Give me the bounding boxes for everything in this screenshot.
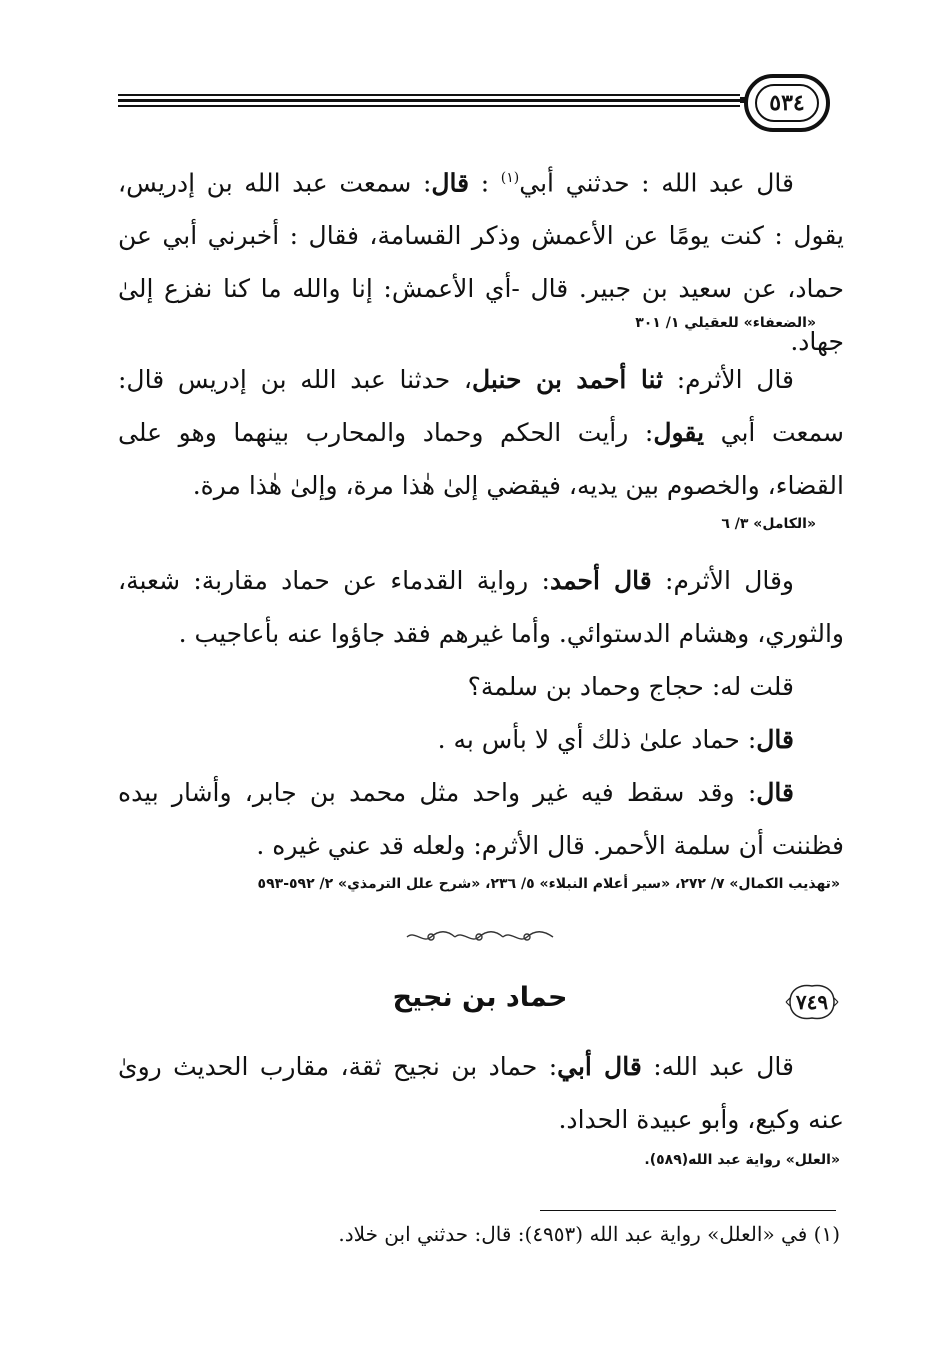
footnote-marker: (١): [500, 170, 520, 186]
p1-text-a: قال عبد الله : حدثني أبي: [519, 168, 794, 198]
header-rule-top: [118, 94, 740, 96]
footnote-text: (١) في «العلل» رواية عبد الله (٤٩٥٣): قال: حدثني ابن خلاد.: [338, 1222, 840, 1246]
p1-bold-qal: قال: [431, 168, 470, 198]
source-reference-2: «الكامل» ٣/ ٦: [721, 516, 816, 532]
p2-bold-1: ثنا أحمد بن حنبل: [472, 365, 663, 394]
source-reference-1: «الضعفاء» للعقيلي ١/ ٣٠١: [635, 315, 816, 331]
p2-text-a: قال الأثرم:: [662, 365, 795, 394]
p2-text-c: : رأيت الحكم وحماد والمحارب بينهما وهو على القضاء، والخصوم بين يديه، فيقضي إلىٰ هٰذا مرة، وإلىٰ هٰذا مرة.: [118, 418, 844, 500]
p3-text-a: وقال الأثرم:: [651, 566, 795, 595]
paragraph-1: [118, 152, 844, 368]
paragraph-4: قلت له: حجاج وحماد بن سلمة؟: [467, 672, 794, 701]
entry-bold-1: قال أبي: [557, 1052, 642, 1081]
paragraph-2: [118, 353, 844, 512]
p2-bold-2: يقول: [653, 418, 705, 447]
p3-text-b: : رواية القدماء عن حماد مقاربة: شعبة، والثوري، وهشام الدستوائي. وأما غيرهم فقد جاؤوا عنه بأعاجيب .: [118, 566, 844, 648]
p5-text-a: : حماد علىٰ ذلك أي لا بأس به .: [437, 725, 757, 754]
entry-number: ٧٤٩: [795, 990, 829, 1014]
header-rule-middle: [118, 99, 740, 102]
source-reference-3: «تهذيب الكمال» ٧/ ٢٧٢، «سير أعلام النبلاء» ٥/ ٢٣٦، «شرح علل الترمذي» ٢/ ٥٩٢-٥٩٣: [257, 876, 840, 892]
paragraph-3: [118, 554, 844, 660]
p6-text-a: : وقد سقط فيه غير واحد مثل محمد بن جابر، وأشار بيده فظننت أن سلمة الأحمر. قال الأثرم: ولعله قد عني غيره .: [118, 778, 844, 860]
p1-text-b: :: [469, 168, 501, 198]
footnote-rule: [540, 1210, 836, 1211]
entry-text-a: قال عبد الله:: [641, 1052, 795, 1081]
ornament-divider-icon: [405, 928, 555, 946]
p5-bold-qal: قال: [756, 725, 794, 754]
header-rule-bottom: [118, 105, 740, 107]
entry-number-badge: [782, 980, 842, 1024]
paragraph-5: [118, 713, 844, 766]
page-number-badge: [744, 74, 830, 132]
p6-bold-qal: قال: [756, 778, 794, 807]
entry-text-b: : حماد بن نجيح ثقة، مقارب الحديث روىٰ عنه وكيع، وأبو عبيدة الحداد.: [118, 1052, 844, 1134]
entry-title: حماد بن نجيح: [392, 982, 568, 1013]
entry-source-reference: «العلل» رواية عبد الله(٥٨٩).: [644, 1152, 840, 1168]
page-number: ٥٣٤: [769, 90, 805, 116]
entry-paragraph: [118, 1040, 844, 1146]
p3-bold-1: قال أحمد: [549, 566, 652, 595]
p2-text-b: ، حدثنا عبد الله بن إدريس قال: سمعت أبي: [118, 365, 844, 447]
paragraph-6: [118, 766, 844, 872]
p1-text-c: : سمعت عبد الله بن إدريس، يقول : كنت يومًا عن الأعمش وذكر القسامة، فقال : أخبرني أبي عن حماد، عن سعيد بن جبير. قال -أي الأعمش: إنا والله ما كنا نفزع إلىٰ جهاد.: [118, 168, 844, 357]
